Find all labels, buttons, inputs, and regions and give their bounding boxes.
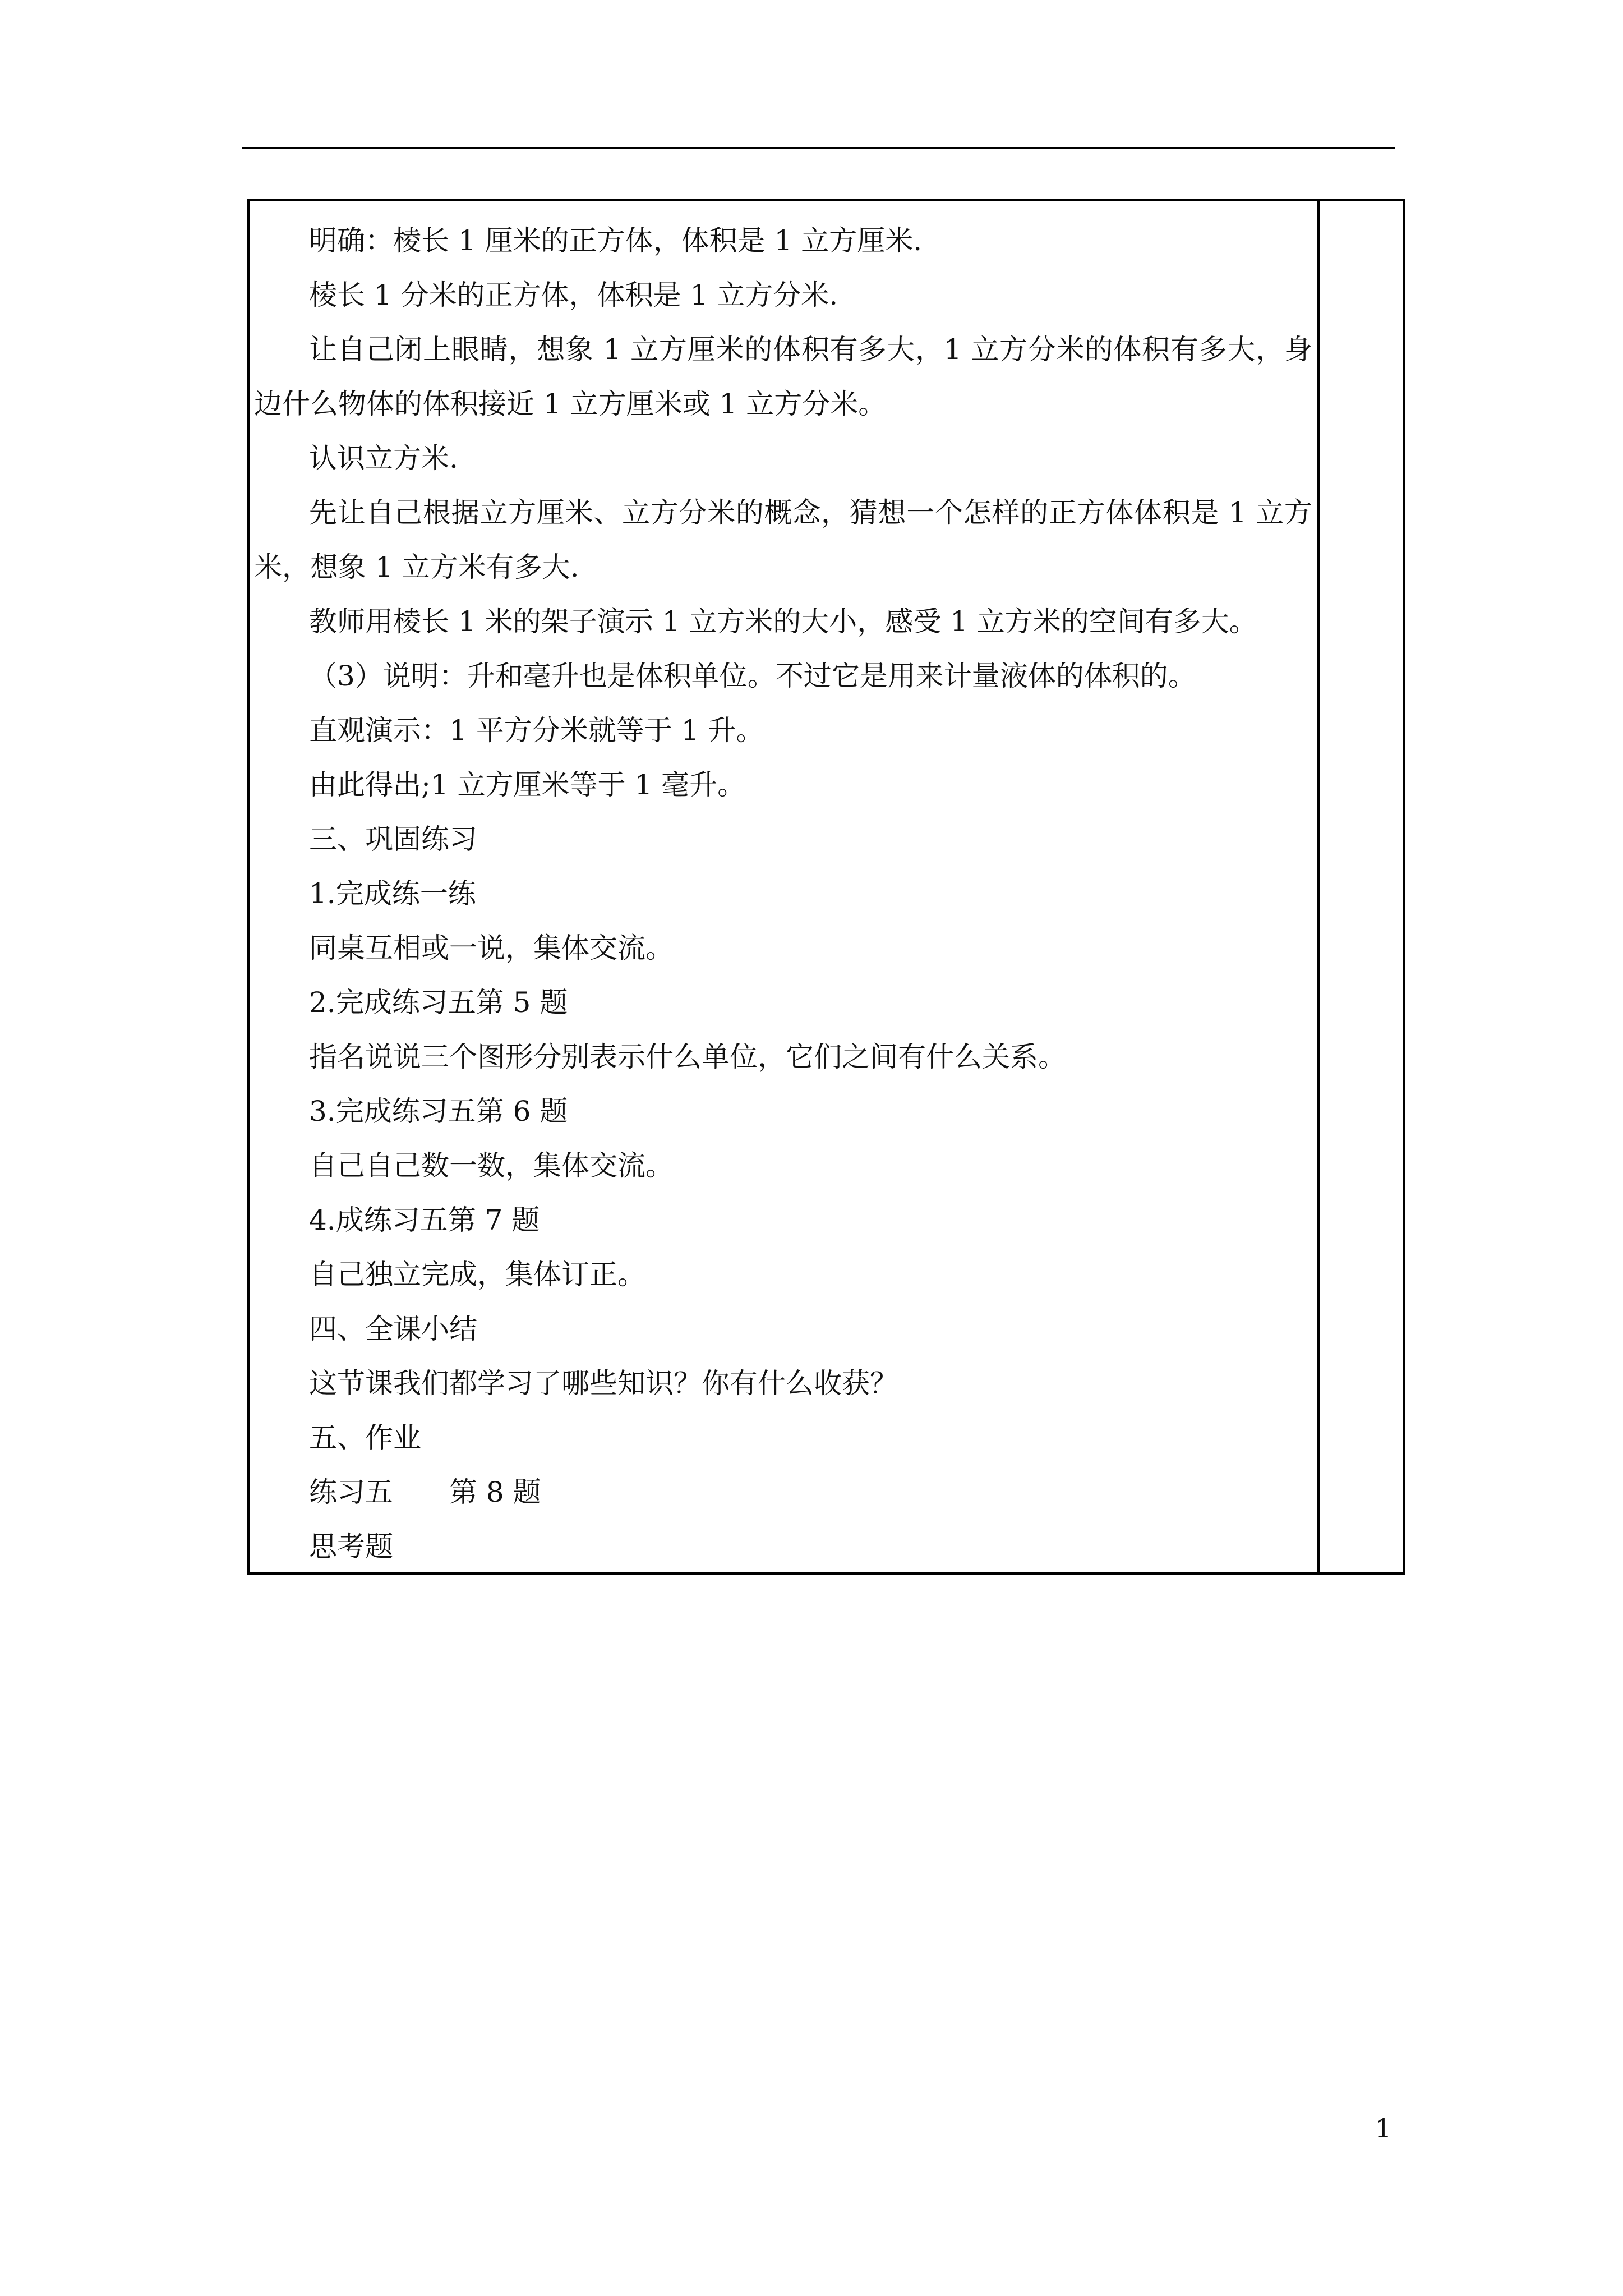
text-line: 2.完成练习五第 5 题 — [309, 986, 568, 1019]
notes-cell — [1320, 201, 1403, 1572]
text-line: 1.完成练一练 — [309, 877, 476, 910]
page-number: 1 — [1375, 2113, 1392, 2143]
text-line: 由此得出;1 立方厘米等于 1 毫升。 — [309, 769, 746, 801]
section-heading: 三、巩固练习 — [309, 823, 477, 855]
text-line: 同桌互相或一说，集体交流。 — [309, 932, 674, 964]
text-line: 练习五 第 8 题 — [309, 1476, 541, 1508]
text-line: 思考题 — [309, 1530, 393, 1563]
text-line: 这节课我们都学习了哪些知识？你有什么收获？ — [309, 1367, 898, 1400]
text-line: 自己独立完成，集体订正。 — [309, 1258, 645, 1291]
text-line: 明确：棱长 1 厘米的正方体，体积是 1 立方厘米. — [309, 224, 923, 257]
header-rule — [242, 147, 1395, 149]
text-line: 棱长 1 分米的正方体，体积是 1 立方分米. — [309, 279, 838, 311]
lesson-content-cell — [250, 201, 1320, 1572]
text-line: 4.成练习五第 7 题 — [309, 1204, 540, 1236]
text-line: 教师用棱长 1 米的架子演示 1 立方米的大小，感受 1 立方米的空间有多大。 — [309, 605, 1257, 638]
text-line: 3.完成练习五第 6 题 — [309, 1095, 568, 1128]
text-line: （3）说明：升和毫升也是体积单位。不过它是用来计量液体的体积的。 — [309, 660, 1196, 692]
text-line: 让自己闭上眼睛，想象 1 立方厘米的体积有多大，1 立方分米的体积有多大，身边什么物体的体积接近 1 立方厘米或 1 立方分米。 — [254, 333, 1312, 420]
text-line: 先让自己根据立方厘米、立方分米的概念，猜想一个怎样的正方体体积是 1 立方米，想象 1 立方米有多大. — [254, 496, 1312, 583]
text-line: 认识立方米. — [309, 442, 458, 475]
text-line: 指名说说三个图形分别表示什么单位，它们之间有什么关系。 — [309, 1041, 1066, 1073]
lesson-table — [247, 199, 1405, 1575]
text-line: 直观演示：1 平方分米就等于 1 升。 — [309, 714, 764, 747]
section-heading: 五、作业 — [309, 1421, 421, 1454]
text-line: 自己自己数一数，集体交流。 — [309, 1149, 674, 1182]
section-heading: 四、全课小结 — [309, 1313, 477, 1345]
